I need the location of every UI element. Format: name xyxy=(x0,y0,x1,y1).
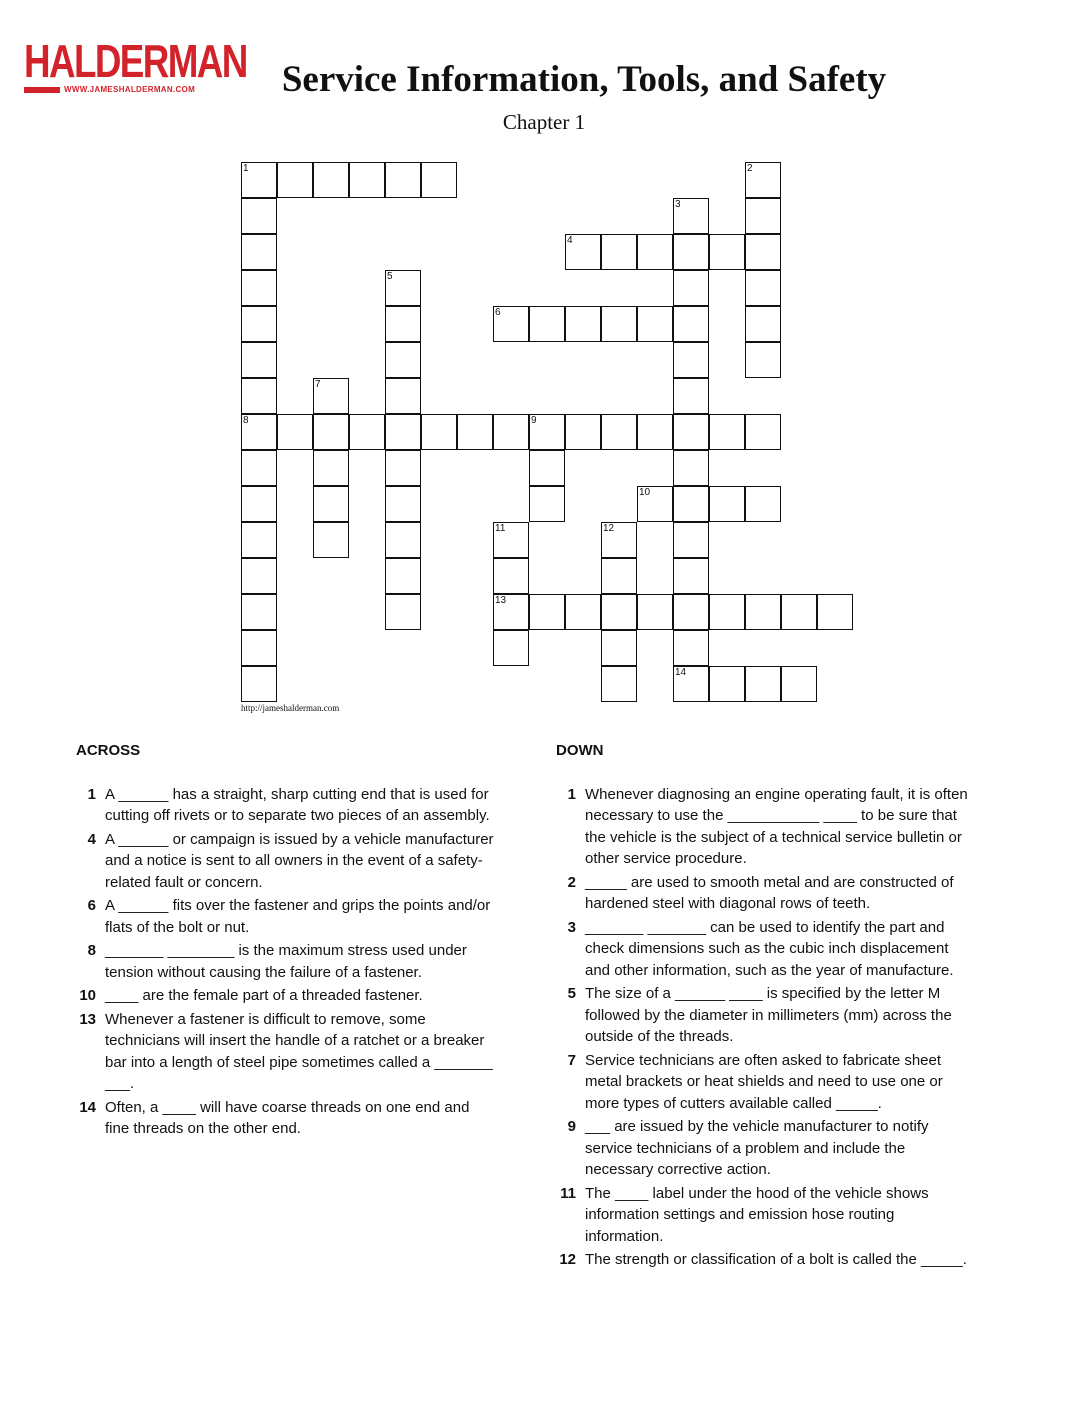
grid-cell[interactable] xyxy=(745,162,781,198)
grid-cell[interactable] xyxy=(601,522,637,558)
grid-cell[interactable] xyxy=(277,414,313,450)
grid-cell[interactable] xyxy=(637,234,673,270)
grid-cell[interactable] xyxy=(241,198,277,234)
down-clue-5 xyxy=(556,983,976,1048)
grid-cell[interactable] xyxy=(241,666,277,702)
grid-cell[interactable] xyxy=(241,558,277,594)
across-clue-10 xyxy=(76,985,496,1007)
grid-cell[interactable] xyxy=(781,666,817,702)
grid-cell[interactable] xyxy=(313,450,349,486)
clue-text: A ______ has a straight, sharp cutting end that is used for cutting off rivets or to separate two pieces of an assembly. xyxy=(105,785,490,824)
cell-number: 13 xyxy=(495,595,507,606)
cell-number: 8 xyxy=(243,415,249,426)
grid-cell[interactable] xyxy=(313,162,349,198)
page-title: Service Information, Tools, and Safety xyxy=(281,59,887,100)
grid-cell[interactable] xyxy=(529,414,565,450)
grid-cell[interactable] xyxy=(565,306,601,342)
cell-number: 4 xyxy=(567,235,573,246)
grid-cell[interactable] xyxy=(241,414,277,450)
grid-cell[interactable] xyxy=(277,162,313,198)
grid-cell[interactable] xyxy=(637,486,673,522)
clue-text: Service technicians are often asked to fabricate sheet metal brackets or heat shields and need to use one or more types of cutters available called _____. xyxy=(585,1051,943,1112)
grid-cell[interactable] xyxy=(493,306,529,342)
grid-cell[interactable] xyxy=(673,234,709,270)
grid-cell[interactable] xyxy=(745,234,781,270)
clue-text: Often, a ____ will have coarse threads on one end and fine threads on the other end. xyxy=(105,1098,470,1137)
grid-cell[interactable] xyxy=(241,594,277,630)
page-subtitle: Chapter 1 xyxy=(502,110,586,134)
grid-cell[interactable] xyxy=(745,198,781,234)
grid-cell[interactable] xyxy=(673,414,709,450)
grid-cell[interactable] xyxy=(817,594,853,630)
clue-number: 4 xyxy=(87,830,96,848)
clue-number: 1 xyxy=(87,785,96,803)
cell-number: 12 xyxy=(603,523,615,534)
grid-cell[interactable] xyxy=(385,306,421,342)
cell-number: 3 xyxy=(675,199,681,210)
grid-cell[interactable] xyxy=(709,234,745,270)
grid-cell[interactable] xyxy=(241,522,277,558)
grid-cell[interactable] xyxy=(709,594,745,630)
grid-cell[interactable] xyxy=(673,198,709,234)
grid-cell[interactable] xyxy=(673,522,709,558)
grid-cell[interactable] xyxy=(673,594,709,630)
cell-number: 7 xyxy=(315,379,321,390)
grid-cell[interactable] xyxy=(673,630,709,666)
grid-cell[interactable] xyxy=(673,378,709,414)
grid-cell[interactable] xyxy=(565,414,601,450)
grid-cell[interactable] xyxy=(745,306,781,342)
across-clue-1 xyxy=(76,784,496,827)
clue-number: 7 xyxy=(567,1051,576,1069)
grid-cell[interactable] xyxy=(745,414,781,450)
grid-cell[interactable] xyxy=(745,270,781,306)
down-clue-7 xyxy=(556,1050,976,1115)
logo-url: WWW.JAMESHALDERMAN.COM xyxy=(64,85,196,94)
grid-cell[interactable] xyxy=(529,306,565,342)
down-clues xyxy=(556,740,976,1273)
clue-text: Whenever a fastener is difficult to remove, some technicians will insert the handle of a ratchet or a breaker bar into a length of steel pipe sometimes called a _______ ___. xyxy=(105,1010,493,1092)
grid-cell[interactable] xyxy=(241,342,277,378)
down-clue-9 xyxy=(556,1116,976,1181)
clue-number: 6 xyxy=(87,897,96,914)
grid-cell[interactable] xyxy=(529,450,565,486)
grid-cell[interactable] xyxy=(745,666,781,702)
clue-text: ___ are issued by the vehicle manufacturer to notify service technicians of a problem and include the necessary corrective action. xyxy=(585,1118,929,1178)
grid-cell[interactable] xyxy=(385,522,421,558)
cell-number: 6 xyxy=(495,307,501,318)
clue-number: 5 xyxy=(567,985,576,1002)
grid-cell[interactable] xyxy=(493,522,529,558)
grid-cell[interactable] xyxy=(745,594,781,630)
clue-number: 12 xyxy=(559,1251,576,1268)
clue-number: 3 xyxy=(567,918,576,936)
cell-number: 5 xyxy=(387,271,393,282)
clue-text: The size of a ______ ____ is specified by the letter M followed by the diameter in millimeters (mm) across the outside of the threads. xyxy=(585,985,952,1045)
cell-number: 9 xyxy=(531,415,537,426)
grid-cell[interactable] xyxy=(457,414,493,450)
grid-cell[interactable] xyxy=(313,486,349,522)
across-clue-13 xyxy=(76,1009,496,1095)
cell-number: 14 xyxy=(675,667,687,678)
across-clue-8 xyxy=(76,940,496,983)
clue-text: _______ _______ can be used to identify the part and check dimensions such as the cubic inch displacement and other information, such as the year of manufacture. xyxy=(585,918,954,979)
grid-cell[interactable] xyxy=(601,630,637,666)
clue-number: 8 xyxy=(87,942,96,959)
grid-cell[interactable] xyxy=(709,666,745,702)
grid-cell[interactable] xyxy=(601,666,637,702)
cell-number: 1 xyxy=(243,163,249,174)
grid-cell[interactable] xyxy=(709,486,745,522)
clue-number: 14 xyxy=(79,1098,96,1116)
down-clue-11 xyxy=(556,1183,976,1248)
grid-cell[interactable] xyxy=(709,414,745,450)
grid-cell[interactable] xyxy=(241,450,277,486)
across-heading: ACROSS xyxy=(76,742,141,759)
grid-cell[interactable] xyxy=(673,558,709,594)
grid-cell[interactable] xyxy=(601,414,637,450)
grid-cell[interactable] xyxy=(241,306,277,342)
grid-cell[interactable] xyxy=(601,558,637,594)
grid-cell[interactable] xyxy=(745,486,781,522)
grid-cell[interactable] xyxy=(673,486,709,522)
grid-cell[interactable] xyxy=(385,378,421,414)
grid-cell[interactable] xyxy=(241,486,277,522)
clue-text: Whenever diagnosing an engine operating fault, it is often necessary to use the ___________ ____ to be sure that the vehicle is the subject of a technical service bulletin or other service procedure. xyxy=(585,785,968,867)
grid-cell[interactable] xyxy=(601,306,637,342)
grid-cell[interactable] xyxy=(385,450,421,486)
down-clue-3 xyxy=(556,917,976,982)
grid-cell[interactable] xyxy=(385,594,421,630)
grid-cell[interactable] xyxy=(493,558,529,594)
grid-cell[interactable] xyxy=(241,630,277,666)
grid-cell[interactable] xyxy=(637,306,673,342)
grid-cell[interactable] xyxy=(385,486,421,522)
grid-cell[interactable] xyxy=(601,234,637,270)
clue-number: 11 xyxy=(560,1184,576,1202)
grid-cell[interactable] xyxy=(565,594,601,630)
down-clue-list xyxy=(556,784,976,1271)
grid-cell[interactable] xyxy=(349,414,385,450)
grid-cell[interactable] xyxy=(241,270,277,306)
clue-text: _______ ________ is the maximum stress used under tension without causing the failure of a fastener. xyxy=(105,942,467,981)
grid-cell[interactable] xyxy=(781,594,817,630)
grid-cell[interactable] xyxy=(529,594,565,630)
cell-number: 2 xyxy=(747,163,753,174)
grid-cell[interactable] xyxy=(421,414,457,450)
clue-text: The ____ label under the hood of the vehicle shows information settings and emission hose routing information. xyxy=(585,1184,929,1245)
crossword-grid xyxy=(241,162,853,702)
clue-number: 2 xyxy=(567,873,576,891)
grid-cell[interactable] xyxy=(385,162,421,198)
grid-cell[interactable] xyxy=(385,342,421,378)
grid-cell[interactable] xyxy=(313,522,349,558)
grid-cell[interactable] xyxy=(493,594,529,630)
grid-cell[interactable] xyxy=(313,414,349,450)
grid-cell[interactable] xyxy=(673,270,709,306)
logo-brand: HALDERMAN xyxy=(24,35,247,87)
clue-number: 9 xyxy=(567,1118,576,1135)
grid-cell[interactable] xyxy=(637,414,673,450)
across-clue-14 xyxy=(76,1097,496,1140)
cell-number: 11 xyxy=(495,523,506,534)
down-heading: DOWN xyxy=(556,742,604,759)
across-clue-6 xyxy=(76,895,496,938)
clue-text: ____ are the female part of a threaded fastener. xyxy=(105,987,423,1004)
grid-cell[interactable] xyxy=(385,270,421,306)
grid-cell[interactable] xyxy=(241,378,277,414)
grid-cell[interactable] xyxy=(673,666,709,702)
clue-text: A ______ or campaign is issued by a vehicle manufacturer and a notice is sent to all owners in the event of a safety-related fault or concern. xyxy=(105,830,494,891)
cell-number: 10 xyxy=(639,487,651,498)
grid-cell[interactable] xyxy=(385,414,421,450)
grid-cell[interactable] xyxy=(745,342,781,378)
grid-cell[interactable] xyxy=(529,486,565,522)
grid-cell[interactable] xyxy=(673,306,709,342)
grid-cell[interactable] xyxy=(673,342,709,378)
grid-cell[interactable] xyxy=(673,450,709,486)
grid-cell[interactable] xyxy=(349,162,385,198)
clue-number: 13 xyxy=(79,1010,96,1028)
grid-cell[interactable] xyxy=(637,594,673,630)
across-clues xyxy=(76,740,496,1142)
clue-text: _____ are used to smooth metal and are constructed of hardened steel with diagonal rows of teeth. xyxy=(585,873,954,912)
across-clue-list xyxy=(76,784,496,1140)
across-clue-4 xyxy=(76,829,496,894)
grid-cell[interactable] xyxy=(601,594,637,630)
clue-text: The strength or classification of a bolt is called the _____. xyxy=(585,1251,967,1268)
down-clue-1 xyxy=(556,784,976,870)
grid-cell[interactable] xyxy=(421,162,457,198)
clue-number: 1 xyxy=(567,785,576,803)
down-clue-2 xyxy=(556,872,976,915)
grid-cell[interactable] xyxy=(241,234,277,270)
down-clue-12 xyxy=(556,1249,976,1271)
grid-cell[interactable] xyxy=(493,414,529,450)
grid-cell[interactable] xyxy=(493,630,529,666)
clue-text: A ______ fits over the fastener and grips the points and/or flats of the bolt or nut. xyxy=(105,897,491,936)
grid-cell[interactable] xyxy=(385,558,421,594)
grid-cell[interactable] xyxy=(241,162,277,198)
footer-url: http://jameshalderman.com xyxy=(241,703,340,713)
clue-number: 10 xyxy=(79,987,96,1004)
grid-cell[interactable] xyxy=(565,234,601,270)
grid-cell[interactable] xyxy=(313,378,349,414)
